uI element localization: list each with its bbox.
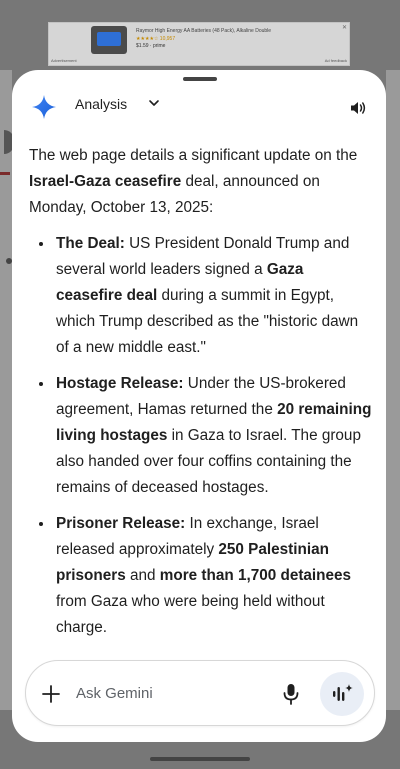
- ask-gemini-input[interactable]: Ask Gemini: [76, 685, 153, 702]
- bullet-hostage-release: Hostage Release: Under the US-brokered agreement, Hamas returned the 20 remaining living hostages in Gaza to Israel. The group also handed over four coffins containing the remains of deceased hostages.: [29, 371, 374, 501]
- ad-rating: ★★★★☆ 10,957: [136, 36, 176, 42]
- ad-product-image: [91, 26, 127, 54]
- bullet-highlight: 250 Palestinian prisoners: [56, 541, 329, 584]
- mic-icon[interactable]: [282, 682, 300, 706]
- analysis-response: [29, 143, 374, 651]
- ad-label: Advertisement: [51, 58, 77, 63]
- bullet-prisoner-release: Prisoner Release: In exchange, Israel released approximately 250 Palestinian prisoners and more than 1,700 detainees from Gaza who were being held without charge.: [29, 511, 374, 641]
- response-intro: The web page details a significant update on the Israel-Gaza ceasefire deal, announced on Monday, October 13, 2025:: [29, 147, 358, 216]
- bullet-highlight-2: more than 1,700 detainees: [159, 567, 352, 584]
- ad-title: Raymor High Energy AA Batteries (48 Pack), Alkaline Double: [136, 28, 272, 34]
- speaker-icon[interactable]: [348, 98, 368, 118]
- analysis-mode-title[interactable]: Analysis: [75, 96, 128, 112]
- ad-banner[interactable]: [48, 22, 350, 66]
- bullet-highlight: Gaza ceasefire deal: [56, 261, 304, 304]
- system-navigation-handle[interactable]: [150, 757, 250, 761]
- sheet-header: [12, 86, 386, 122]
- ad-price: $1.59 · prime: [136, 43, 166, 49]
- bullet-label: Hostage Release:: [56, 375, 184, 392]
- plus-icon[interactable]: [40, 683, 62, 705]
- response-bullet-list: [29, 231, 374, 641]
- background-accent-line: [0, 172, 10, 175]
- chevron-down-icon[interactable]: [146, 95, 162, 111]
- bullet-deal: The Deal: US President Donald Trump and several world leaders signed a Gaza ceasefire deal during a summit in Egypt, which Trump described as the "historic dawn of a new middle east.": [29, 231, 374, 361]
- intro-highlight: Israel-Gaza ceasefire: [29, 173, 182, 190]
- gemini-live-button[interactable]: [320, 672, 364, 716]
- ad-feedback-link[interactable]: Ad feedback: [324, 58, 347, 63]
- background-page-right-edge: [386, 70, 400, 710]
- ad-close-icon[interactable]: ✕: [341, 25, 347, 31]
- gemini-live-icon: [330, 682, 354, 706]
- gemini-sparkle-icon: [32, 95, 56, 119]
- bullet-label: The Deal:: [56, 235, 125, 252]
- bullet-label: Prisoner Release:: [56, 515, 186, 532]
- ask-gemini-bar[interactable]: [25, 660, 375, 726]
- bullet-highlight: 20 remaining living hostages: [56, 401, 372, 444]
- sheet-drag-handle[interactable]: [183, 77, 217, 81]
- background-page-left-edge: [0, 70, 12, 710]
